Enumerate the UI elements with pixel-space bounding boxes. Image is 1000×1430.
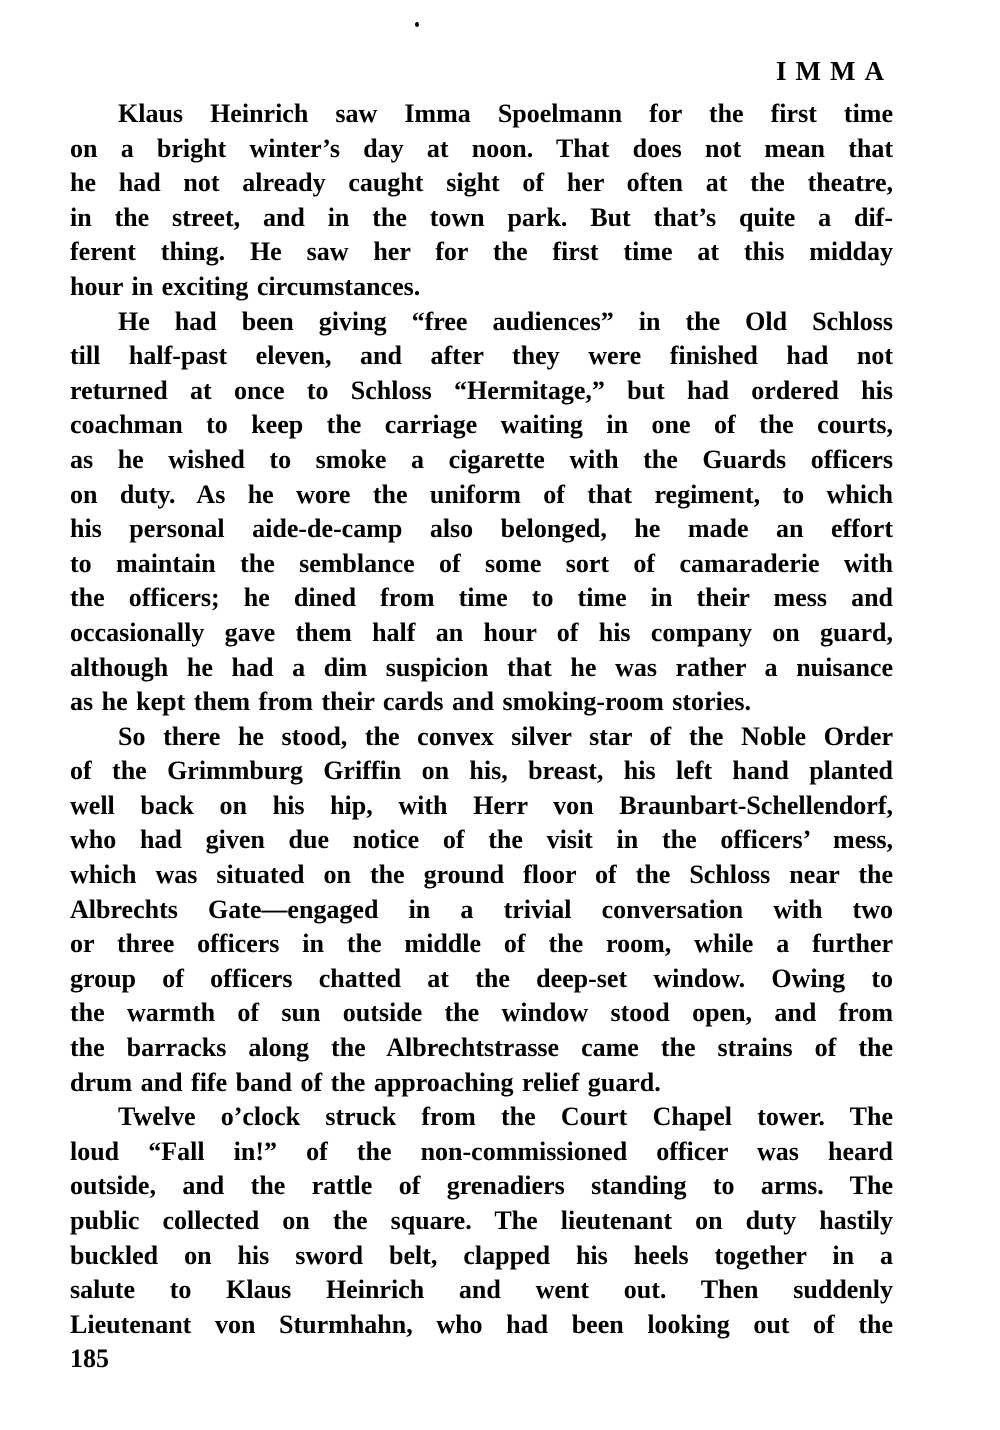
text-line: although he had a dim suspicion that he was rather a nuisance bbox=[70, 652, 893, 682]
text-line: drum and fife band of the approaching relief guard. bbox=[70, 1067, 661, 1097]
text-line: the barracks along the Albrechtstrasse came the strains of the bbox=[70, 1033, 893, 1063]
text-line: or three officers in the middle of the room, while a further bbox=[70, 929, 893, 959]
text-line: who had given due notice of the visit in the officers’ mess, bbox=[70, 825, 893, 855]
text-line: salute to Klaus Heinrich and went out. Then suddenly bbox=[70, 1275, 893, 1305]
running-head-title: IMMA bbox=[776, 56, 893, 86]
text-line: the warmth of sun outside the window stood open, and from bbox=[70, 998, 893, 1028]
text-line: Albrechts Gate—engaged in a trivial conversation with two bbox=[70, 894, 893, 924]
text-line: hour in exciting circumstances. bbox=[70, 271, 421, 301]
text-line: buckled on his sword belt, clapped his heels together in a bbox=[70, 1240, 893, 1270]
text-line: on a bright winter’s day at noon. That does not mean that bbox=[70, 133, 893, 163]
text-line: he had not already caught sight of her often at the theatre, bbox=[70, 168, 893, 198]
text-line: well back on his hip, with Herr von Braunbart-Schellendorf, bbox=[70, 790, 893, 820]
text-line: Klaus Heinrich saw Imma Spoelmann for the first time bbox=[118, 99, 893, 128]
text-line: returned at once to Schloss “Hermitage,” but had ordered his bbox=[70, 375, 893, 405]
text-line: So there he stood, the convex silver star of the Noble Order bbox=[118, 721, 893, 751]
text-line: the officers; he dined from time to time in their mess and bbox=[70, 583, 893, 613]
text-line: as he wished to smoke a cigarette with the Guards officers bbox=[70, 444, 893, 474]
text-line: as he kept them from their cards and smoking-room stories. bbox=[70, 687, 751, 717]
page-number: 185 bbox=[70, 1344, 109, 1374]
ink-speck bbox=[415, 22, 419, 27]
text-line: till half-past eleven, and after they were finished had not bbox=[70, 341, 893, 371]
body-text bbox=[70, 97, 893, 1377]
text-line: ferent thing. He saw her for the first time at this midday bbox=[70, 237, 893, 267]
text-line: in the street, and in the town park. But that’s quite a dif- bbox=[70, 202, 893, 232]
text-line: Lieutenant von Sturmhahn, who had been looking out of the bbox=[70, 1309, 893, 1339]
text-line: group of officers chatted at the deep-set window. Owing to bbox=[70, 963, 893, 993]
text-line: of the Grimmburg Griffin on his, breast, his left hand planted bbox=[70, 756, 893, 786]
text-line: outside, and the rattle of grenadiers standing to arms. The bbox=[70, 1171, 893, 1201]
text-line: coachman to keep the carriage waiting in one of the courts, bbox=[70, 410, 893, 440]
paragraph bbox=[70, 97, 893, 305]
text-line: occasionally gave them half an hour of his company on guard, bbox=[70, 617, 893, 647]
text-line: Twelve o’clock struck from the Court Chapel tower. The bbox=[118, 1102, 893, 1132]
text-line: public collected on the square. The lieutenant on duty hastily bbox=[70, 1206, 893, 1235]
paragraph bbox=[70, 1100, 893, 1342]
paragraph bbox=[70, 720, 893, 1101]
text-line: his personal aide-de-camp also belonged, he made an effort bbox=[70, 514, 893, 544]
text-line: to maintain the semblance of some sort of camaraderie with bbox=[70, 548, 893, 578]
text-line: on duty. As he wore the uniform of that regiment, to which bbox=[70, 479, 893, 509]
text-line: which was situated on the ground floor of the Schloss near the bbox=[70, 860, 893, 890]
text-line: loud “Fall in!” of the non-commissioned officer was heard bbox=[70, 1136, 893, 1166]
paragraph bbox=[70, 305, 893, 720]
text-line: He had been giving “free audiences” in the Old Schloss bbox=[118, 306, 893, 336]
